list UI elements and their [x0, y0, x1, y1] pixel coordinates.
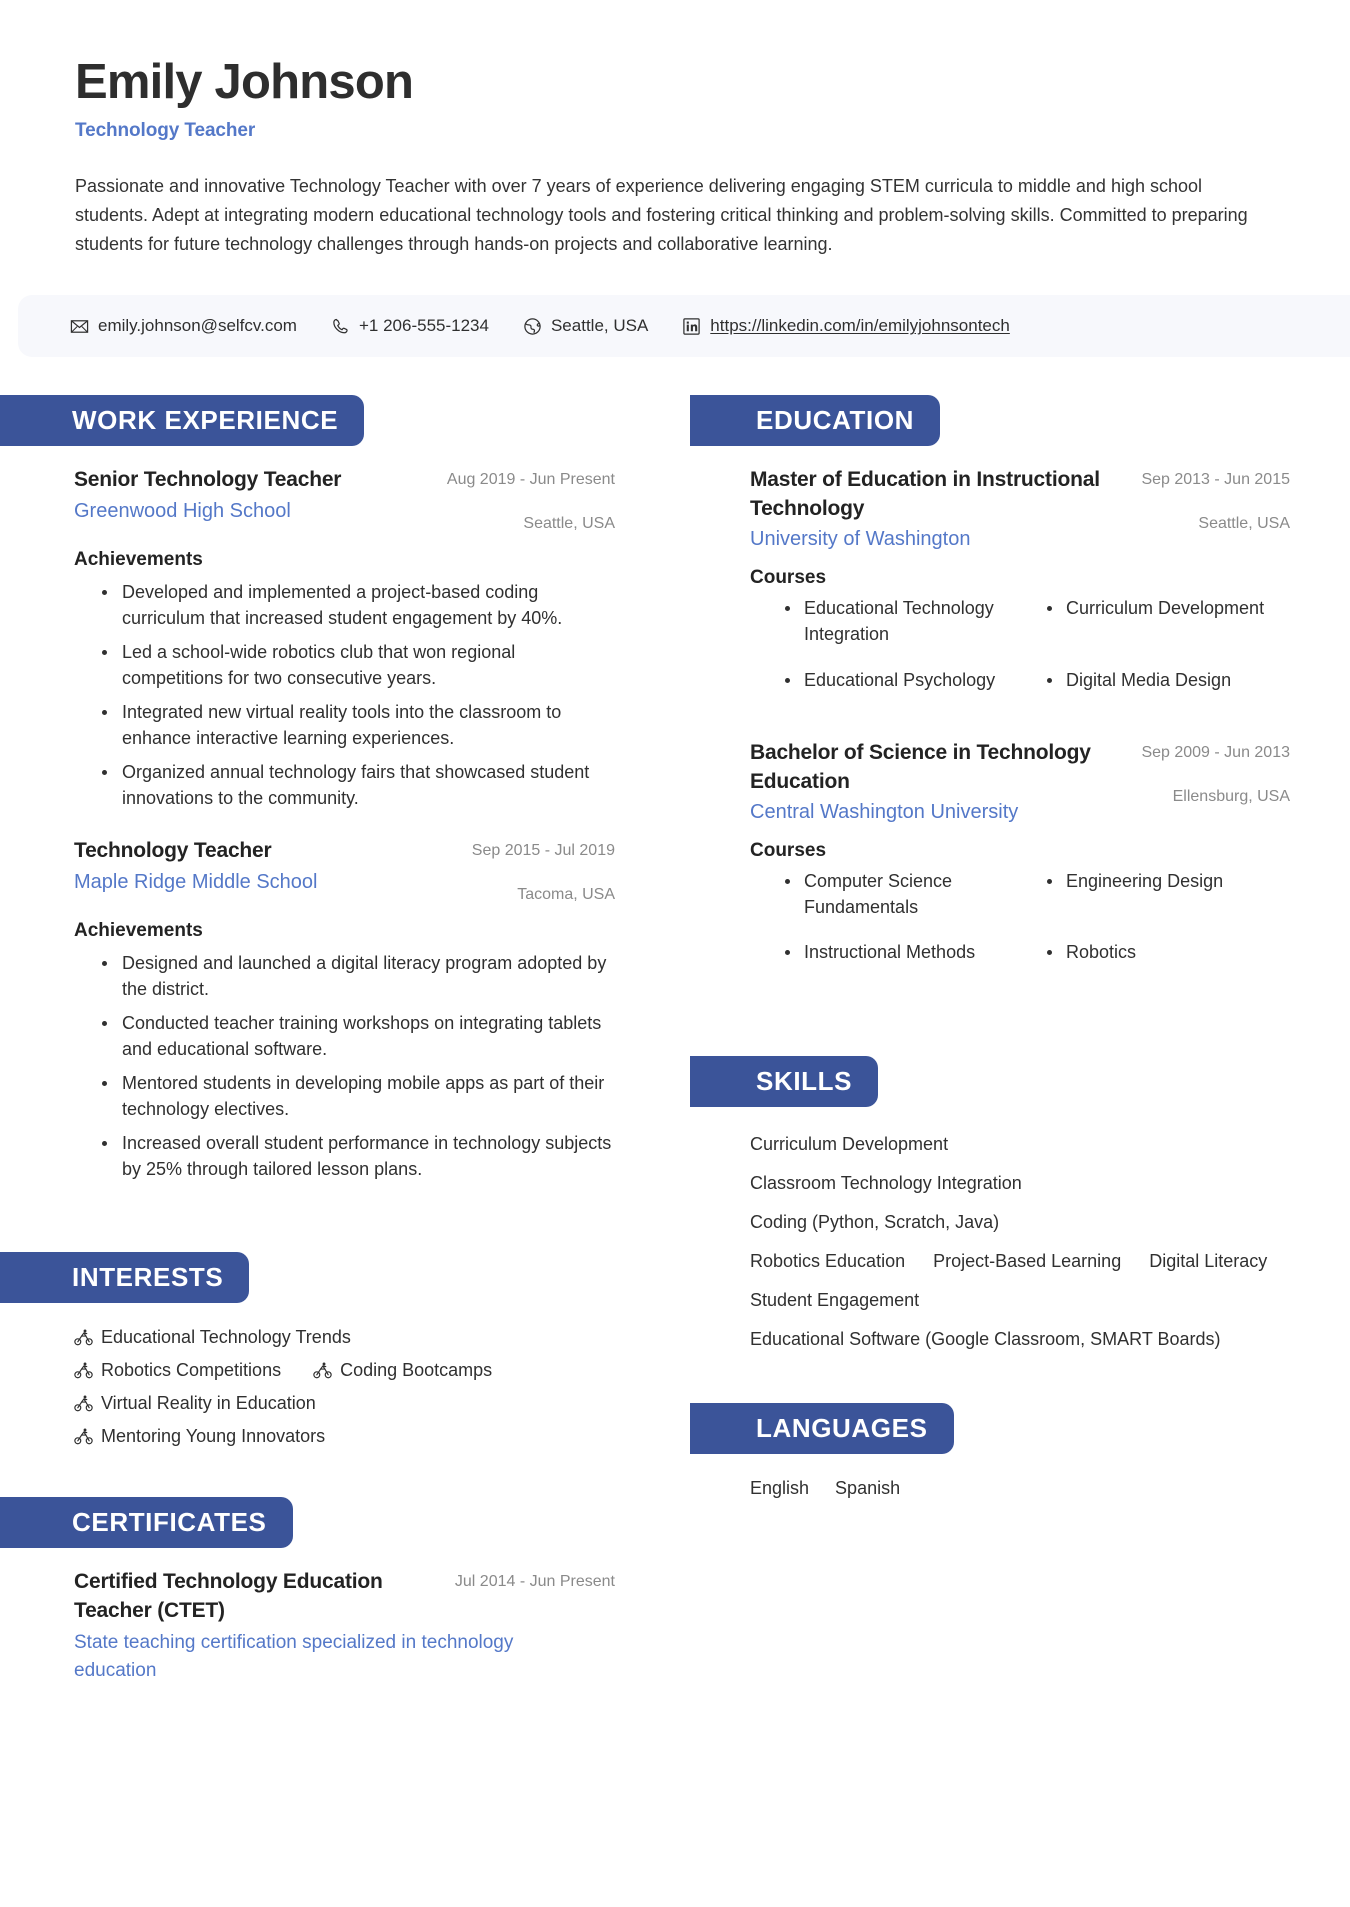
entry-organization: University of Washington	[750, 528, 971, 551]
interest-item	[74, 1426, 594, 1447]
skills-list	[750, 1131, 1290, 1353]
education-entries	[690, 446, 1350, 986]
bicycle-icon	[74, 1361, 93, 1380]
interests-list	[74, 1327, 594, 1447]
achievement-item: Designed and launched a digital literacy program adopted by the district.	[120, 950, 615, 1002]
achievements-label: Achievements	[74, 548, 203, 570]
achievement-item: Increased overall student performance in technology subjects by 25% through tailored lesson plans.	[120, 1130, 615, 1182]
interest-label: Robotics Competitions	[101, 1360, 282, 1381]
work-experience-entries	[0, 446, 690, 1182]
certificate-entry	[74, 1568, 615, 1684]
entry-organization: Greenwood High School	[74, 499, 291, 522]
interest-label: Virtual Reality in Education	[101, 1393, 316, 1414]
bicycle-icon	[74, 1328, 93, 1347]
education-entry	[750, 739, 1290, 986]
entry-location: Ellensburg, USA	[1172, 787, 1290, 805]
achievement-item: Integrated new virtual reality tools into the classroom to enhance interactive learning experiences.	[120, 699, 615, 751]
interest-item	[313, 1360, 492, 1381]
achievement-item: Organized annual technology fairs that showcased student innovations to the community.	[120, 759, 615, 811]
course-item: Engineering Design	[1044, 869, 1290, 920]
skill-item: Project-Based Learning	[933, 1251, 1122, 1272]
languages-list	[750, 1478, 1290, 1499]
entry-title: Technology Teacher	[74, 839, 272, 863]
courses-list	[750, 596, 1290, 713]
section-title-work-experience: WORK EXPERIENCE	[0, 395, 364, 446]
course-item: Curriculum Development	[1044, 596, 1290, 647]
course-item: Instructional Methods	[782, 940, 1028, 966]
interest-label: Educational Technology Trends	[101, 1327, 351, 1348]
entry-location: Seattle, USA	[523, 515, 615, 533]
achievement-item: Developed and implemented a project-based coding curriculum that increased student engagement by 40%.	[120, 579, 615, 631]
achievements-label: Achievements	[74, 919, 203, 941]
contact-text: +1 206-555-1234	[358, 316, 489, 336]
skill-item: Curriculum Development	[750, 1134, 949, 1155]
contact-text[interactable]: https://linkedin.com/in/emilyjohnsontech	[710, 316, 1010, 336]
globe-icon	[523, 317, 542, 336]
entry-date: Sep 2015 - Jul 2019	[471, 842, 615, 860]
courses-label: Courses	[750, 567, 827, 589]
entry-organization: Maple Ridge Middle School	[74, 870, 318, 893]
section-education	[690, 395, 1350, 986]
certificate-date: Jul 2014 - Jun Present	[454, 1573, 615, 1591]
skill-item: Robotics Education	[750, 1251, 906, 1272]
language-item: Spanish	[835, 1478, 901, 1499]
entry-location: Tacoma, USA	[517, 885, 615, 903]
course-item: Educational Technology Integration	[782, 596, 1028, 647]
section-title-interests: INTERESTS	[0, 1252, 249, 1303]
achievement-item: Mentored students in developing mobile apps as part of their technology electives.	[120, 1070, 615, 1122]
interests-body	[0, 1303, 690, 1447]
language-item: English	[750, 1478, 810, 1499]
entry-date: Sep 2009 - Jun 2013	[1141, 744, 1290, 762]
skill-item: Student Engagement	[750, 1290, 920, 1311]
education-entry	[750, 466, 1290, 713]
contact-text: Seattle, USA	[550, 316, 649, 336]
course-item: Digital Media Design	[1044, 668, 1290, 694]
skill-item: Coding (Python, Scratch, Java)	[750, 1212, 1000, 1233]
right-column	[690, 395, 1350, 1505]
certificates-entries	[0, 1548, 690, 1684]
resume-body	[0, 395, 1350, 1750]
section-skills	[690, 1056, 1350, 1353]
course-item: Educational Psychology	[782, 668, 1028, 694]
section-title-certificates: CERTIFICATES	[0, 1497, 293, 1548]
courses-label: Courses	[750, 840, 827, 862]
achievement-item: Conducted teacher training workshops on integrating tablets and educational software.	[120, 1010, 615, 1062]
spacer	[0, 1453, 690, 1497]
interest-item	[74, 1327, 594, 1348]
left-column	[0, 395, 690, 1710]
course-item: Computer Science Fundamentals	[782, 869, 1028, 920]
section-title-languages: LANGUAGES	[690, 1403, 954, 1454]
skill-item: Educational Software (Google Classroom, SMART Boards)	[750, 1329, 1221, 1350]
contact-bar	[18, 295, 1350, 357]
professional-summary: Passionate and innovative Technology Teacher with over 7 years of experience delivering engaging STEM curricula to middle and high school students. Adept at integrating modern educational technology tools and fostering critical thinking and problem-solving skills. Committed to preparing students for future technology challenges through hands-on projects and collaborative learning.	[75, 175, 1248, 255]
achievement-item: Led a school-wide robotics club that won regional competitions for two consecutive years.	[120, 639, 615, 691]
achievements-list	[74, 950, 615, 1183]
section-languages	[690, 1403, 1350, 1499]
courses-list	[750, 869, 1290, 986]
interest-label: Mentoring Young Innovators	[101, 1426, 326, 1447]
contact-text: emily.johnson@selfcv.com	[98, 316, 297, 336]
contact-item-envelope	[70, 316, 297, 336]
entry-date: Sep 2013 - Jun 2015	[1141, 471, 1290, 489]
section-certificates	[0, 1497, 690, 1684]
section-interests	[0, 1252, 690, 1447]
work-experience-entry	[74, 466, 615, 811]
candidate-job-title: Technology Teacher	[75, 119, 256, 141]
interest-item	[74, 1393, 594, 1414]
entry-title: Senior Technology Teacher	[74, 468, 342, 492]
section-title-skills: SKILLS	[690, 1056, 878, 1107]
contact-item-linkedin[interactable]	[682, 316, 1010, 336]
bicycle-icon	[74, 1427, 93, 1446]
spacer	[0, 1208, 690, 1252]
contact-item-phone	[331, 316, 489, 336]
work-experience-entry	[74, 837, 615, 1182]
course-item: Robotics	[1044, 940, 1290, 966]
spacer	[690, 1359, 1350, 1403]
contact-item-globe	[523, 316, 648, 336]
entry-date: Aug 2019 - Jun Present	[446, 471, 615, 489]
linkedin-icon	[682, 317, 701, 336]
achievements-list	[74, 579, 615, 812]
interest-label: Coding Bootcamps	[340, 1360, 493, 1381]
resume-header	[0, 0, 1350, 259]
section-title-education: EDUCATION	[690, 395, 940, 446]
spacer	[690, 1012, 1350, 1056]
candidate-name: Emily Johnson	[75, 55, 414, 109]
languages-body	[690, 1454, 1350, 1499]
skills-body	[690, 1107, 1350, 1353]
interest-item	[74, 1360, 281, 1381]
section-work-experience	[0, 395, 690, 1182]
certificate-title: Certified Technology Education Teacher (CTET)	[74, 1570, 383, 1622]
bicycle-icon	[313, 1361, 332, 1380]
entry-organization: Central Washington University	[750, 801, 1019, 824]
entry-location: Seattle, USA	[1198, 515, 1290, 533]
entry-title: Master of Education in Instructional Technology	[750, 468, 1100, 520]
skill-item: Classroom Technology Integration	[750, 1173, 1022, 1194]
phone-icon	[331, 317, 350, 336]
entry-title: Bachelor of Science in Technology Education	[750, 741, 1091, 793]
bicycle-icon	[74, 1394, 93, 1413]
envelope-icon	[70, 317, 89, 336]
certificate-description: State teaching certification specialized in technology education	[74, 1632, 514, 1681]
skill-item: Digital Literacy	[1149, 1251, 1268, 1272]
